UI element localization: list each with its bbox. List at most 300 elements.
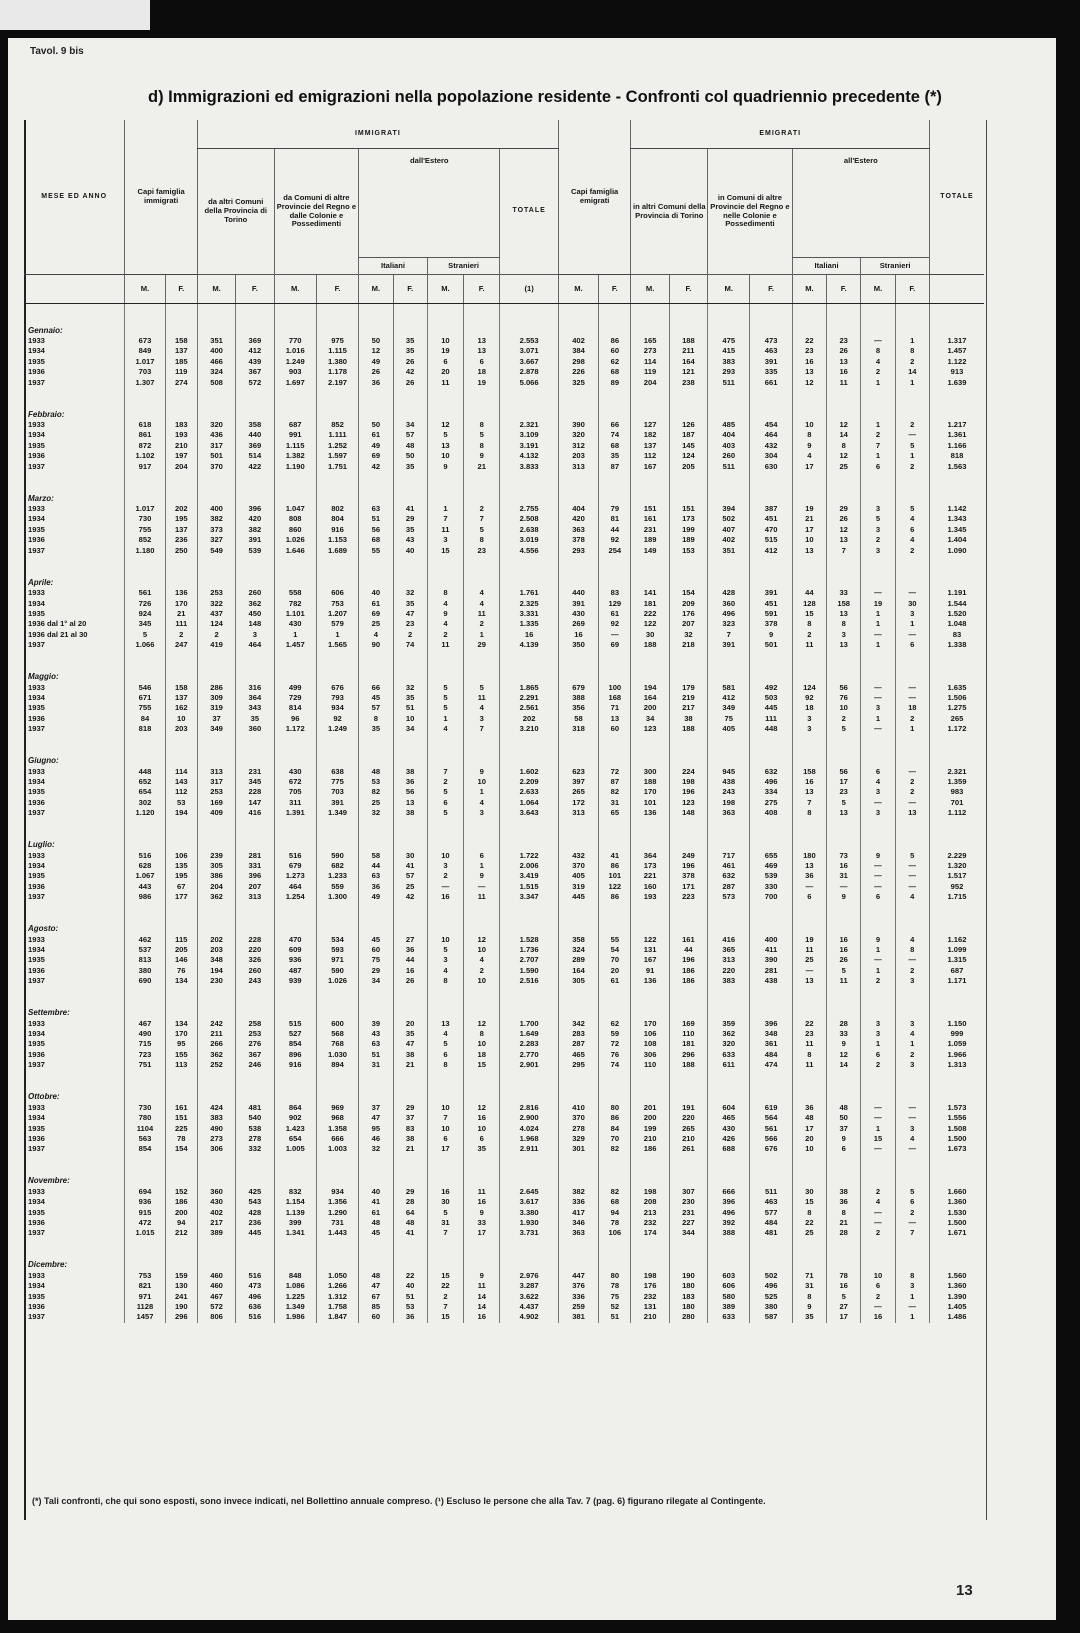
table-row — [24, 798, 984, 808]
table-cell: 1.112 — [929, 808, 984, 818]
table-cell: 559 — [316, 882, 358, 892]
table-cell: 3.071 — [500, 346, 558, 356]
table-row — [24, 462, 984, 472]
table-cell: 775 — [316, 777, 358, 787]
table-cell: 280 — [669, 1312, 707, 1322]
table-cell: 391 — [558, 599, 598, 609]
table-cell: 115 — [165, 935, 197, 945]
table-cell: 10 — [861, 1271, 895, 1281]
table-cell: 3.331 — [500, 609, 558, 619]
table-cell: 29 — [393, 1103, 427, 1113]
year-label: 1936 — [28, 535, 45, 545]
table-cell: 1.153 — [316, 535, 358, 545]
table-cell: 1.751 — [316, 462, 358, 472]
table-cell: 391 — [750, 357, 792, 367]
year-label: 1937 — [28, 377, 45, 387]
table-cell: 861 — [125, 430, 165, 440]
table-cell: 10 — [393, 714, 427, 724]
table-cell: 336 — [558, 1292, 598, 1302]
table-cell: 723 — [125, 1050, 165, 1060]
table-cell: — — [895, 1218, 929, 1228]
table-row — [24, 630, 984, 640]
table-cell: 383 — [708, 357, 750, 367]
table-cell: 934 — [316, 703, 358, 713]
table-cell: 348 — [197, 955, 235, 965]
table-cell: 15 — [464, 1060, 500, 1070]
table-cell: 426 — [708, 1134, 750, 1144]
table-cell: 496 — [708, 609, 750, 619]
table-cell: 80 — [599, 1103, 631, 1113]
table-cell: 293 — [708, 367, 750, 377]
table-cell: 56 — [827, 683, 861, 693]
table-cell: 187 — [669, 430, 707, 440]
table-cell: 5 — [827, 966, 861, 976]
table-cell: 212 — [165, 1228, 197, 1238]
table-cell: 57 — [359, 703, 393, 713]
table-cell: 167 — [631, 955, 669, 965]
table-cell: — — [895, 430, 929, 440]
table-cell: 860 — [274, 525, 316, 535]
month-row — [24, 304, 984, 337]
table-cell: 1.423 — [274, 1124, 316, 1134]
table-cell: 30 — [631, 630, 669, 640]
col-m: M. — [792, 275, 826, 304]
table-cell: 219 — [669, 693, 707, 703]
table-cell: 42 — [393, 892, 427, 902]
table-cell: 47 — [393, 609, 427, 619]
table-cell: 1.162 — [929, 935, 984, 945]
table-cell: 325 — [558, 378, 598, 388]
table-cell: 42 — [393, 367, 427, 377]
table-cell: 274 — [165, 378, 197, 388]
table-cell: 145 — [669, 441, 707, 451]
year-label: 1934 — [28, 1281, 45, 1291]
table-cell: 1.166 — [929, 441, 984, 451]
table-cell: 57 — [393, 430, 427, 440]
table-cell: 53 — [359, 777, 393, 787]
table-cell: 852 — [125, 535, 165, 545]
table-cell: 5 — [827, 1292, 861, 1302]
table-cell: 16 — [393, 966, 427, 976]
table-cell: 1.003 — [316, 1144, 358, 1154]
table-row — [24, 693, 984, 703]
year-label: 1937 — [28, 1312, 45, 1322]
table-cell: 9 — [827, 892, 861, 902]
year-label: 1933 — [28, 766, 45, 776]
table-cell: 3 — [861, 1029, 895, 1039]
table-cell: 210 — [631, 1312, 669, 1322]
table-cell: 44 — [359, 861, 393, 871]
table-cell: 404 — [708, 430, 750, 440]
table-cell: 1.689 — [316, 546, 358, 556]
table-cell: 201 — [631, 1103, 669, 1113]
table-cell: 1.360 — [929, 1197, 984, 1207]
table-cell: 384 — [558, 346, 598, 356]
table-cell: 804 — [316, 514, 358, 524]
table-cell: 467 — [125, 1019, 165, 1029]
table-cell: 464 — [236, 640, 274, 650]
table-cell: 186 — [669, 966, 707, 976]
table-cell: 425 — [236, 1187, 274, 1197]
month-label: Dicembre: — [28, 1260, 68, 1270]
table-cell: 345 — [236, 777, 274, 787]
totale-emigrati-header: TOTALE — [929, 120, 984, 275]
table-cell: 2 — [861, 1060, 895, 1070]
table-cell: 23 — [827, 336, 861, 346]
table-cell: 17 — [827, 777, 861, 787]
table-cell: 14 — [827, 430, 861, 440]
table-cell: 2 — [895, 546, 929, 556]
table-cell: 1.115 — [316, 346, 358, 356]
table-cell: 8 — [464, 420, 500, 430]
table-cell: 5 — [125, 630, 165, 640]
year-label: 1935 — [28, 1039, 45, 1049]
table-cell: 351 — [708, 546, 750, 556]
table-cell: 67 — [165, 882, 197, 892]
table-cell: 137 — [165, 693, 197, 703]
table-cell: 13 — [895, 808, 929, 818]
col-f: F. — [165, 275, 197, 304]
col-m: M. — [631, 275, 669, 304]
table-cell: 10 — [792, 535, 826, 545]
table-cell: 1.059 — [929, 1039, 984, 1049]
table-cell: 273 — [197, 1134, 235, 1144]
table-cell: 49 — [359, 892, 393, 902]
table-cell: 854 — [274, 1039, 316, 1049]
table-cell: 3 — [861, 787, 895, 797]
table-cell: 37 — [197, 714, 235, 724]
table-cell: 484 — [750, 1050, 792, 1060]
table-cell: 2.325 — [500, 599, 558, 609]
table-cell: 1.090 — [929, 546, 984, 556]
year-label: 1934 — [28, 430, 45, 440]
table-cell: 119 — [165, 367, 197, 377]
table-cell: 1.761 — [500, 588, 558, 598]
table-cell: 5 — [464, 683, 500, 693]
table-cell: 5 — [861, 514, 895, 524]
table-cell: 1.359 — [929, 777, 984, 787]
table-cell: 188 — [631, 640, 669, 650]
table-cell: 4 — [427, 619, 463, 629]
table-cell: 169 — [669, 1019, 707, 1029]
table-cell: 311 — [274, 798, 316, 808]
table-cell: 539 — [236, 546, 274, 556]
table-cell: 50 — [393, 451, 427, 461]
table-cell: 687 — [274, 420, 316, 430]
table-row — [24, 451, 984, 461]
table-cell: 511 — [750, 1187, 792, 1197]
table-cell: 4 — [427, 1029, 463, 1039]
table-cell: 609 — [274, 945, 316, 955]
table-cell: 61 — [599, 976, 631, 986]
table-cell: 378 — [669, 871, 707, 881]
table-cell: 573 — [708, 892, 750, 902]
table-cell: 386 — [197, 871, 235, 881]
table-cell: 1.343 — [929, 514, 984, 524]
table-cell: 515 — [274, 1019, 316, 1029]
in-altri-comuni-header: in altri Comuni della Provincia di Torino — [631, 149, 708, 275]
table-cell: 79 — [599, 504, 631, 514]
table-cell: 16 — [792, 777, 826, 787]
table-cell: 362 — [236, 599, 274, 609]
table-cell: 7 — [464, 724, 500, 734]
table-cell: 1.307 — [125, 378, 165, 388]
table-cell: 87 — [599, 777, 631, 787]
table-cell: 9 — [464, 871, 500, 881]
table-cell: 422 — [236, 462, 274, 472]
table-cell: 1.722 — [500, 851, 558, 861]
table-cell: 180 — [792, 851, 826, 861]
table-cell: 15 — [792, 1197, 826, 1207]
table-cell: 1.254 — [274, 892, 316, 902]
table-cell: 9 — [861, 935, 895, 945]
table-cell: 1.391 — [274, 808, 316, 818]
table-cell: 4 — [895, 1029, 929, 1039]
table-cell: 1.349 — [316, 808, 358, 818]
month-label: Giugno: — [28, 756, 59, 766]
table-cell: 25 — [827, 462, 861, 472]
table-cell: 61 — [599, 609, 631, 619]
table-cell: 167 — [631, 462, 669, 472]
table-cell: 82 — [599, 1187, 631, 1197]
table-cell: 5 — [827, 798, 861, 808]
table-cell: 95 — [165, 1039, 197, 1049]
table-body — [24, 304, 984, 1323]
table-cell: 83 — [599, 588, 631, 598]
table-cell: 543 — [236, 1197, 274, 1207]
table-cell: 342 — [558, 1019, 598, 1029]
table-cell: 1.050 — [316, 1271, 358, 1281]
table-cell: 329 — [558, 1134, 598, 1144]
table-cell: 32 — [669, 630, 707, 640]
table-cell: 411 — [750, 945, 792, 955]
table-cell: 31 — [792, 1281, 826, 1291]
table-cell: 158 — [165, 683, 197, 693]
table-cell: 8 — [861, 346, 895, 356]
table-cell: 7 — [708, 630, 750, 640]
table-cell: — — [792, 882, 826, 892]
table-cell: 13 — [427, 1019, 463, 1029]
table-cell: 636 — [236, 1302, 274, 1312]
table-cell: 191 — [669, 1103, 707, 1113]
year-label: 1934 — [28, 598, 45, 608]
sex-header-row — [24, 275, 984, 304]
table-row — [24, 871, 984, 881]
table-cell: 23 — [792, 1029, 826, 1039]
table-cell: 75 — [359, 955, 393, 965]
table-cell: 141 — [631, 588, 669, 598]
table-cell: 243 — [236, 976, 274, 986]
table-cell: 336 — [558, 1197, 598, 1207]
table-cell: — — [895, 1113, 929, 1123]
table-cell: 295 — [558, 1060, 598, 1070]
table-cell: 313 — [708, 955, 750, 965]
table-cell: 1 — [895, 619, 929, 629]
table-cell: 18 — [464, 1050, 500, 1060]
table-cell: 171 — [669, 882, 707, 892]
table-cell: 1.172 — [274, 724, 316, 734]
table-cell: 473 — [750, 336, 792, 346]
table-cell: 161 — [165, 1103, 197, 1113]
table-cell: 1.500 — [929, 1134, 984, 1144]
table-row — [24, 378, 984, 388]
table-cell: — — [464, 882, 500, 892]
table-cell: 17 — [827, 1312, 861, 1322]
table-cell: 61 — [359, 430, 393, 440]
da-altri-comuni-header: da altri Comuni della Provincia di Torino — [197, 149, 274, 275]
table-cell: 243 — [708, 787, 750, 797]
table-cell: 9 — [792, 1302, 826, 1312]
year-label: 1934 — [28, 1113, 45, 1123]
table-cell: 16 — [427, 892, 463, 902]
table-row — [24, 535, 984, 545]
table-cell: 31 — [427, 1218, 463, 1228]
table-cell: 126 — [669, 420, 707, 430]
table-cell: 396 — [236, 504, 274, 514]
year-label: 1937 — [28, 1060, 45, 1070]
table-cell: 101 — [599, 871, 631, 881]
year-label: 1933 — [28, 1186, 45, 1196]
table-cell: 78 — [827, 1271, 861, 1281]
table-cell: 194 — [165, 808, 197, 818]
table-cell: 56 — [827, 767, 861, 777]
table-cell: 12 — [827, 525, 861, 535]
table-cell: 18 — [464, 367, 500, 377]
table-cell: 463 — [750, 1197, 792, 1207]
capi-immigrati-header: Capi famiglia immigrati — [125, 120, 198, 275]
table-cell: 153 — [669, 546, 707, 556]
table-cell: 101 — [631, 798, 669, 808]
table-reference: Tavol. 9 bis — [30, 46, 84, 57]
table-cell: 186 — [631, 1144, 669, 1154]
year-label: 1936 — [28, 881, 45, 891]
table-cell: 72 — [599, 1039, 631, 1049]
table-cell: 4 — [861, 777, 895, 787]
year-label: 1935 — [28, 524, 45, 534]
year-label: 1937 — [28, 808, 45, 818]
table-cell: 430 — [274, 767, 316, 777]
table-cell: 258 — [236, 1019, 274, 1029]
table-cell: 755 — [125, 525, 165, 535]
year-label: 1933 — [28, 850, 45, 860]
table-cell: 34 — [393, 724, 427, 734]
table-cell: 164 — [631, 693, 669, 703]
table-cell: 8 — [792, 808, 826, 818]
year-label: 1935 — [28, 703, 45, 713]
table-cell: 309 — [197, 693, 235, 703]
table-cell: 3 — [895, 609, 929, 619]
table-cell: 864 — [274, 1103, 316, 1113]
table-cell: 48 — [393, 1218, 427, 1228]
table-row — [24, 1197, 984, 1207]
year-label: 1933 — [28, 1102, 45, 1112]
table-cell: 10 — [427, 935, 463, 945]
table-cell: 501 — [197, 451, 235, 461]
table-cell: 265 — [558, 787, 598, 797]
table-cell: 975 — [316, 336, 358, 346]
table-cell: 1.026 — [316, 976, 358, 986]
table-cell: 924 — [125, 609, 165, 619]
table-cell: 305 — [197, 861, 235, 871]
table-cell: 22 — [792, 1218, 826, 1228]
table-cell: 382 — [236, 525, 274, 535]
table-cell: 808 — [274, 514, 316, 524]
month-row — [24, 1239, 984, 1271]
table-row — [24, 966, 984, 976]
table-cell: 4 — [861, 357, 895, 367]
table-cell: 490 — [125, 1029, 165, 1039]
table-cell: 412 — [708, 693, 750, 703]
table-cell: 369 — [236, 336, 274, 346]
table-cell: 40 — [359, 588, 393, 598]
table-cell: 9 — [827, 1134, 861, 1144]
table-cell: 56 — [359, 525, 393, 535]
table-cell: 111 — [750, 714, 792, 724]
table-cell: 1.515 — [500, 882, 558, 892]
table-cell: 26 — [393, 357, 427, 367]
table-cell: 195 — [165, 871, 197, 881]
table-cell: 83 — [393, 1124, 427, 1134]
table-row — [24, 724, 984, 734]
month-label: Maggio: — [28, 672, 59, 682]
table-cell: 2 — [861, 1228, 895, 1238]
year-label: 1933 — [28, 336, 45, 345]
month-label: Novembre: — [28, 1176, 70, 1186]
table-cell: 464 — [274, 882, 316, 892]
table-cell: 180 — [669, 1281, 707, 1291]
table-row — [24, 441, 984, 451]
table-cell: 394 — [708, 504, 750, 514]
table-cell: 161 — [669, 935, 707, 945]
table-cell: 51 — [599, 1312, 631, 1322]
table-cell: 12 — [827, 1050, 861, 1060]
capi-emigrati-header: Capi famiglia emigrati — [558, 120, 631, 275]
year-label: 1933 — [28, 420, 45, 430]
table-cell: 516 — [236, 1271, 274, 1281]
table-cell: 10 — [792, 420, 826, 430]
table-cell: 688 — [708, 1144, 750, 1154]
table-cell: — — [861, 630, 895, 640]
table-cell: 346 — [558, 1218, 598, 1228]
table-cell: 1.565 — [316, 640, 358, 650]
table-cell: 281 — [750, 966, 792, 976]
table-cell: 63 — [359, 504, 393, 514]
table-cell: 25 — [393, 882, 427, 892]
table-cell: 8 — [827, 619, 861, 629]
table-cell: 110 — [669, 1029, 707, 1039]
table-cell: — — [861, 683, 895, 693]
table-cell: 123 — [669, 798, 707, 808]
table-cell: 334 — [750, 787, 792, 797]
table-cell: 261 — [669, 1144, 707, 1154]
table-cell: 108 — [631, 1039, 669, 1049]
table-cell: 2.770 — [500, 1050, 558, 1060]
table-cell: 4.437 — [500, 1302, 558, 1312]
table-cell: 16 — [500, 630, 558, 640]
table-cell: 1.139 — [274, 1208, 316, 1218]
month-row — [24, 903, 984, 935]
table-cell: 33 — [827, 1029, 861, 1039]
table-cell: 188 — [669, 1060, 707, 1070]
table-cell: 2.633 — [500, 787, 558, 797]
table-cell: 1.300 — [316, 892, 358, 902]
table-cell: 36 — [792, 1103, 826, 1113]
table-cell: 1.966 — [929, 1050, 984, 1060]
table-cell: 31 — [827, 871, 861, 881]
table-cell: 36 — [359, 882, 393, 892]
table-cell: 365 — [708, 945, 750, 955]
table-cell: 1.380 — [316, 357, 358, 367]
